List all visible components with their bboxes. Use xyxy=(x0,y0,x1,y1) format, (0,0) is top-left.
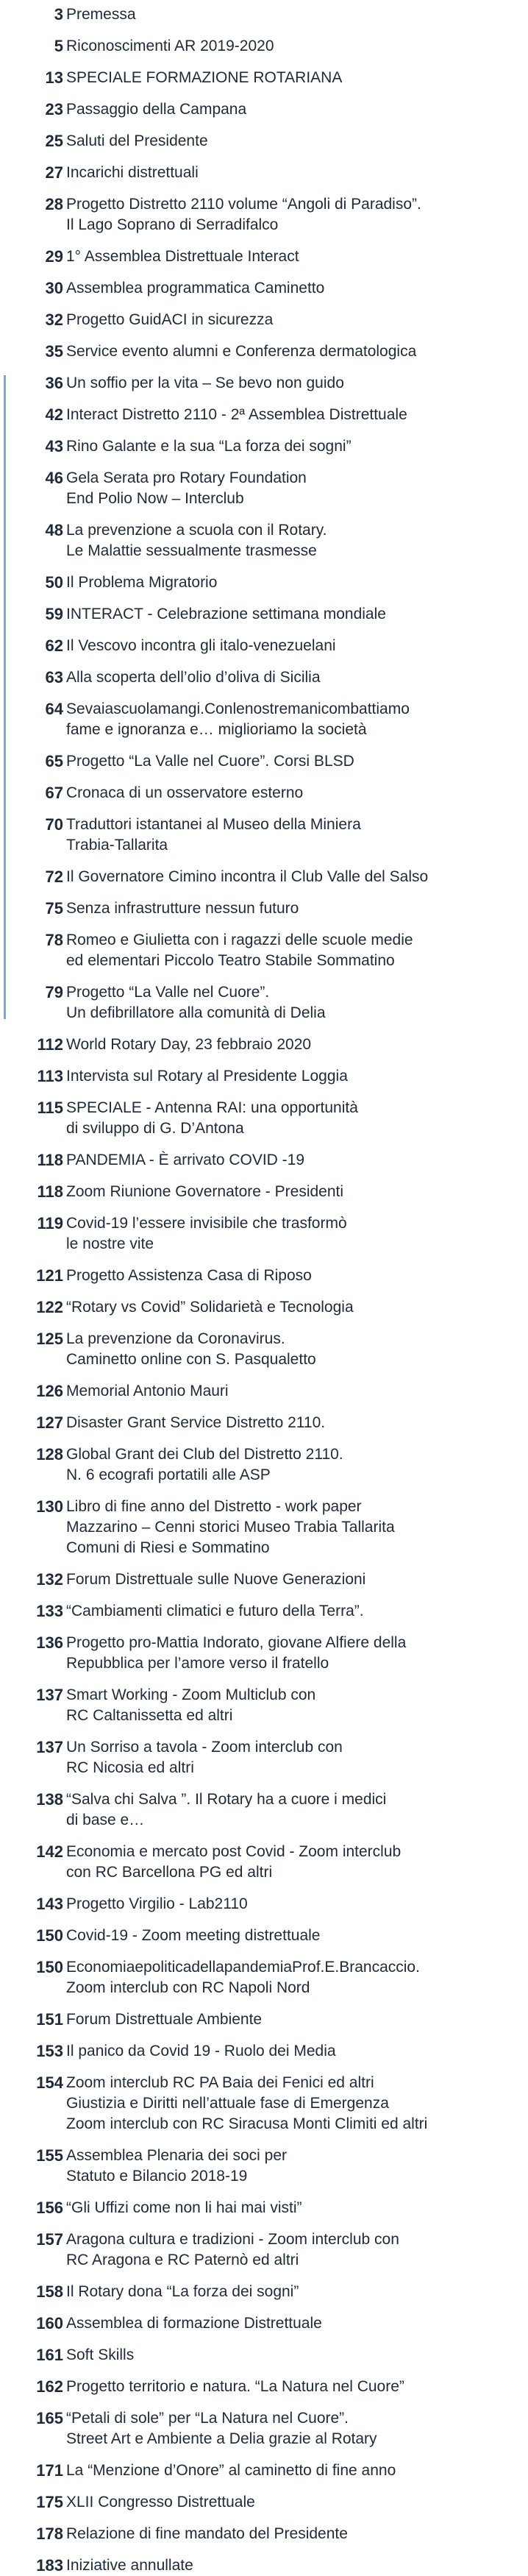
toc-entry-title: XLII Congresso Distrettuale xyxy=(66,2494,255,2511)
toc-entry[interactable] xyxy=(0,2041,528,2062)
toc-entry-title: Il Rotary dona “La forza dei sogni” xyxy=(66,2283,299,2300)
toc-page-number: 161 xyxy=(36,2346,63,2364)
toc-entry[interactable] xyxy=(0,1926,528,1946)
toc-entry-title: Iniziative annullate xyxy=(66,2557,193,2574)
toc-entry[interactable] xyxy=(0,1737,528,1778)
toc-entry[interactable] xyxy=(0,751,528,772)
toc-entry-title: Il Problema Migratorio xyxy=(66,574,218,591)
toc-entry-title: Progetto Virgilio - Lab2110 xyxy=(66,1895,248,1912)
toc-page-number: 35 xyxy=(45,342,63,361)
toc-page-number: 151 xyxy=(36,2010,63,2029)
toc-entry-title: Covid-19 l’essere invisibile che trasformò le nostre vite xyxy=(66,1215,347,1252)
toc-page-number: 162 xyxy=(36,2377,63,2396)
toc-entry[interactable] xyxy=(0,898,528,919)
toc-page-number: 133 xyxy=(36,1602,63,1620)
toc-entry-title: Incarichi distrettuali xyxy=(66,164,199,181)
toc-entry[interactable] xyxy=(0,405,528,425)
toc-page-number: 154 xyxy=(36,2073,63,2092)
toc-entry[interactable] xyxy=(0,2313,528,2334)
toc-entry[interactable] xyxy=(0,194,528,235)
toc-entry-title: Service evento alumni e Conferenza dermatologica xyxy=(66,343,417,360)
toc-entry[interactable] xyxy=(0,1266,528,1286)
toc-page-number: 50 xyxy=(45,573,63,592)
toc-entry[interactable] xyxy=(0,1569,528,1590)
toc-entry-title: Smart Working - Zoom Multiclub con RC Caltanissetta ed altri xyxy=(66,1686,316,1724)
toc-entry-title: Disaster Grant Service Distretto 2110. xyxy=(66,1414,326,1431)
toc-page-number: 59 xyxy=(45,605,63,623)
toc-page-number: 72 xyxy=(45,867,63,886)
toc-page-number: 67 xyxy=(45,784,63,802)
toc-entry[interactable] xyxy=(0,2229,528,2271)
toc-entry-title: Progetto Assistenza Casa di Riposo xyxy=(66,1267,312,1284)
toc-page-number: 142 xyxy=(36,1842,63,1861)
toc-entry-title: La prevenzione a scuola con il Rotary. Le Malattie sessualmente trasmesse xyxy=(66,522,327,559)
toc-page-number: 155 xyxy=(36,2146,63,2165)
toc-entry-title: Gela Serata pro Rotary Foundation End Polio Now – Interclub xyxy=(66,469,307,507)
toc-entry[interactable] xyxy=(0,1150,528,1171)
toc-entry-title: SPECIALE FORMAZIONE ROTARIANA xyxy=(66,69,343,86)
toc-entry-title: Progetto pro-Mattia Indorato, giovane Alfiere della Repubblica per l’amore verso il fratello xyxy=(66,1634,407,1672)
toc-entry-title: La prevenzione da Coronavirus. Caminetto online con S. Pasqualetto xyxy=(66,1330,316,1368)
toc-entry[interactable] xyxy=(0,1213,528,1255)
toc-page-number: 127 xyxy=(36,1413,63,1432)
toc-page-number: 75 xyxy=(45,899,63,918)
toc-entry[interactable] xyxy=(0,520,528,561)
toc-entry[interactable] xyxy=(0,1957,528,1998)
toc-entry-title: Zoom interclub RC PA Baia dei Fenici ed altri Giustizia e Diritti nell’attuale fase di Emergenza Zoom interclub con RC Siracusa Monti Climiti ed altri xyxy=(66,2074,428,2132)
toc-entry[interactable] xyxy=(0,2146,528,2187)
toc-entry-title: INTERACT - Celebrazione settimana mondiale xyxy=(66,606,386,622)
toc-page-number: 136 xyxy=(36,1633,63,1652)
toc-entry-title: Assemblea di formazione Distrettuale xyxy=(66,2315,322,2332)
toc-entry-title: Un soffio per la vita – Se bevo non guido xyxy=(66,375,344,391)
toc-entry-title: Senza infrastrutture nessun futuro xyxy=(66,900,299,917)
toc-page-number: 137 xyxy=(36,1738,63,1756)
toc-page-number: 157 xyxy=(36,2230,63,2249)
toc-entry-title: World Rotary Day, 23 febbraio 2020 xyxy=(66,1036,312,1053)
toc-entry[interactable] xyxy=(0,1601,528,1622)
toc-entry[interactable] xyxy=(0,636,528,656)
toc-entry[interactable] xyxy=(0,36,528,57)
toc-entry-title: Saluti del Presidente xyxy=(66,132,208,149)
toc-entry[interactable] xyxy=(0,278,528,299)
toc-entry[interactable] xyxy=(0,1098,528,1139)
toc-page-number: 178 xyxy=(36,2524,63,2543)
toc-page-number: 62 xyxy=(45,636,63,655)
toc-page-number: 112 xyxy=(37,1035,63,1054)
toc-page-number: 48 xyxy=(45,521,63,539)
toc-entry[interactable] xyxy=(0,1035,528,1055)
toc-entry[interactable] xyxy=(0,163,528,183)
toc-page-number: 119 xyxy=(37,1214,63,1232)
toc-entry[interactable] xyxy=(0,2073,528,2135)
toc-entry[interactable] xyxy=(0,2555,528,2576)
toc-entry-title: Il panico da Covid 19 - Ruolo dei Media xyxy=(66,2043,336,2059)
toc-page-number: 43 xyxy=(45,437,63,455)
toc-entry[interactable] xyxy=(0,468,528,509)
toc-page-number: 138 xyxy=(36,1790,63,1809)
toc-entry[interactable] xyxy=(0,1633,528,1674)
toc-page-number: 64 xyxy=(45,700,63,718)
toc-entry-title: Libro di fine anno del Distretto - work paper Mazzarino – Cenni storici Museo Trabia Tallarita Comuni di Riesi e Sommatino xyxy=(66,1498,395,1556)
toc-page-number: 128 xyxy=(36,1445,63,1463)
toc-page-number: 32 xyxy=(45,311,63,329)
toc-page-number: 132 xyxy=(36,1570,63,1589)
toc-entry[interactable] xyxy=(0,373,528,394)
toc-entry-title: Zoom Riunione Governatore - Presidenti xyxy=(66,1183,344,1200)
toc-entry[interactable] xyxy=(0,1685,528,1726)
toc-entry[interactable] xyxy=(0,572,528,593)
toc-page-number: 63 xyxy=(45,668,63,686)
toc-page-number: 137 xyxy=(36,1686,63,1704)
toc-entry-title: Traduttori istantanei al Museo della Miniera Trabia-Tallarita xyxy=(66,816,361,854)
toc-entry[interactable] xyxy=(0,246,528,267)
toc-entry[interactable] xyxy=(0,815,528,856)
toc-page-number: 158 xyxy=(36,2282,63,2301)
toc-entry[interactable] xyxy=(0,2377,528,2397)
toc-page-number: 29 xyxy=(45,247,63,266)
toc-page-number: 115 xyxy=(37,1099,63,1117)
toc-entry[interactable] xyxy=(0,341,528,362)
toc-page-number: 5 xyxy=(54,37,63,55)
toc-entry[interactable] xyxy=(0,783,528,803)
toc-entry[interactable] xyxy=(0,2009,528,2030)
toc-entry[interactable] xyxy=(0,604,528,625)
toc-entry-title: Alla scoperta dell’olio d’oliva di Sicilia xyxy=(66,669,321,686)
toc-page-number: 27 xyxy=(45,163,63,182)
toc-entry-title: “Petali di sole” per “La Natura nel Cuore”. Street Art e Ambiente a Delia grazie al Rotary xyxy=(66,2410,377,2447)
toc-page-number: 150 xyxy=(36,1926,63,1945)
toc-page-number: 70 xyxy=(45,815,63,834)
toc-entry-title: Il Governatore Cimino incontra il Club Valle del Salso xyxy=(66,868,429,885)
toc-page-number: 113 xyxy=(37,1067,63,1085)
toc-page-number: 126 xyxy=(36,1382,63,1400)
toc-entry-title: Progetto Distretto 2110 volume “Angoli di Paradiso”. Il Lago Soprano di Serradifalco xyxy=(66,196,421,233)
toc-entry[interactable] xyxy=(0,1789,528,1831)
toc-entry-title: Un Sorriso a tavola - Zoom interclub con RC Nicosia ed altri xyxy=(66,1739,343,1776)
toc-entry[interactable] xyxy=(0,1182,528,1202)
toc-entry-title: Soft Skills xyxy=(66,2346,135,2363)
toc-page-number: 3 xyxy=(54,5,63,24)
toc-entry-title: Forum Distrettuale Ambiente xyxy=(66,2011,263,2028)
toc-page-number: 23 xyxy=(45,100,63,118)
toc-entry-title: Global Grant dei Club del Distretto 2110. N. 6 ecografi portatili alle ASP xyxy=(66,1446,343,1483)
toc-entry-title: Progetto “La Valle nel Cuore”. Un defibrillatore alla comunità di Delia xyxy=(66,984,326,1021)
toc-entry[interactable] xyxy=(0,699,528,740)
toc-page-number: 42 xyxy=(45,405,63,424)
toc-entry-title: Rino Galante e la sua “La forza dei sogni” xyxy=(66,438,352,455)
toc-entry[interactable] xyxy=(0,310,528,330)
toc-page-number: 150 xyxy=(36,1958,63,1976)
toc-entry[interactable] xyxy=(0,1413,528,1433)
toc-entry[interactable] xyxy=(0,2198,528,2218)
toc-entry-title: Interact Distretto 2110 - 2ª Assemblea Distrettuale xyxy=(66,406,407,423)
toc-page-number: 153 xyxy=(36,2042,63,2060)
toc-page-number: 175 xyxy=(36,2493,63,2511)
toc-entry[interactable] xyxy=(0,930,528,971)
toc-entry-title: SPECIALE - Antenna RAI: una opportunità di sviluppo di G. D’Antona xyxy=(66,1099,358,1137)
toc-page-number: 28 xyxy=(45,195,63,213)
toc-entry[interactable] xyxy=(0,982,528,1023)
toc-entry[interactable] xyxy=(0,1297,528,1318)
toc-entry[interactable] xyxy=(0,2345,528,2366)
toc-entry[interactable] xyxy=(0,1842,528,1883)
toc-entry[interactable] xyxy=(0,1066,528,1087)
toc-entry-title: “Cambiamenti climatici e futuro della Terra”. xyxy=(66,1603,364,1619)
toc-page-number: 183 xyxy=(36,2556,63,2575)
toc-entry-title: Economia e mercato post Covid - Zoom interclub con RC Barcellona PG ed altri xyxy=(66,1843,402,1881)
toc-page-number: 156 xyxy=(36,2199,63,2217)
toc-entry-title: Intervista sul Rotary al Presidente Loggia xyxy=(66,1068,348,1085)
toc-entry-title: Passaggio della Campana xyxy=(66,101,247,118)
toc-entry[interactable] xyxy=(0,436,528,457)
toc-page-number: 118 xyxy=(37,1182,63,1201)
toc-page-number: 121 xyxy=(36,1266,63,1285)
toc-entry[interactable] xyxy=(0,1497,528,1558)
toc-entry[interactable] xyxy=(0,2408,528,2449)
toc-entry-title: Progetto “La Valle nel Cuore”. Corsi BLSD xyxy=(66,753,354,770)
toc-page-number: 122 xyxy=(36,1298,63,1316)
toc-entry[interactable] xyxy=(0,1329,528,1370)
toc-page-number: 30 xyxy=(45,279,63,297)
toc-entry-title: EconomiaepoliticadellapandemiaProf.E.Brancaccio. Zoom interclub con RC Napoli Nord xyxy=(66,1959,420,1996)
toc-entry[interactable] xyxy=(0,4,528,25)
toc-page-number: 36 xyxy=(45,374,63,392)
toc-page-number: 13 xyxy=(45,68,63,87)
toc-entry[interactable] xyxy=(0,667,528,688)
toc-page-number: 160 xyxy=(36,2314,63,2332)
toc-entry-title: “Gli Uffizi come non li hai mai visti” xyxy=(66,2199,302,2216)
toc-page-number: 25 xyxy=(45,132,63,150)
toc-page-number: 125 xyxy=(36,1330,63,1348)
toc-page-number: 143 xyxy=(36,1895,63,1913)
toc-page-number: 171 xyxy=(36,2461,63,2480)
toc-entry-title: Aragona cultura e tradizioni - Zoom interclub con RC Aragona e RC Paternò ed altri xyxy=(66,2231,399,2268)
toc-page-number: 78 xyxy=(45,931,63,949)
toc-entry-title: “Salva chi Salva ”. Il Rotary ha a cuore i medici di base e… xyxy=(66,1791,387,1828)
toc-entry[interactable] xyxy=(0,1381,528,1402)
toc-entry[interactable] xyxy=(0,1894,528,1915)
toc-entry[interactable] xyxy=(0,1444,528,1486)
toc-page-number: 118 xyxy=(37,1151,63,1169)
toc-entry-title: Covid-19 - Zoom meeting distrettuale xyxy=(66,1927,321,1944)
toc-entry[interactable] xyxy=(0,131,528,152)
toc-entry-title: Forum Distrettuale sulle Nuove Generazioni xyxy=(66,1571,366,1588)
toc-entry-title: Assemblea programmatica Caminetto xyxy=(66,280,325,297)
toc-entry[interactable] xyxy=(0,2492,528,2513)
toc-entry-title: La “Menzione d’Onore” al caminetto di fine anno xyxy=(66,2462,396,2479)
toc-entry-title: Progetto territorio e natura. “La Natura nel Cuore” xyxy=(66,2378,404,2395)
toc-entry-title: PANDEMIA - È arrivato COVID -19 xyxy=(66,1152,305,1168)
toc-entry-title: Relazione di fine mandato del Presidente xyxy=(66,2525,348,2542)
toc-entry-title: “Rotary vs Covid” Solidarietà e Tecnologia xyxy=(66,1299,354,1316)
toc-page-number: 79 xyxy=(45,983,63,1001)
toc-page-number: 130 xyxy=(36,1497,63,1516)
toc-entry-title: Premessa xyxy=(66,6,136,23)
toc-entry-title: Sevaiascuolamangi.Conlenostremanicombattiamo fame e ignoranza e… miglioriamo la società xyxy=(66,700,410,738)
toc-entry-title: Il Vescovo incontra gli italo-venezuelani xyxy=(66,637,336,654)
toc-page-number: 46 xyxy=(45,469,63,487)
toc-entry[interactable] xyxy=(0,2524,528,2544)
toc-entry[interactable] xyxy=(0,68,528,88)
toc-page-number: 165 xyxy=(36,2409,63,2427)
toc-entry-title: 1° Assemblea Distrettuale Interact xyxy=(66,248,299,265)
toc-entry[interactable] xyxy=(0,2460,528,2481)
toc-entry-title: Riconoscimenti AR 2019-2020 xyxy=(66,38,274,54)
toc-entry[interactable] xyxy=(0,2282,528,2302)
toc-entry-title: Progetto GuidACI in sicurezza xyxy=(66,311,274,328)
toc-entry-title: Cronaca di un osservatore esterno xyxy=(66,784,304,801)
toc-entry[interactable] xyxy=(0,99,528,120)
toc-page-number: 65 xyxy=(45,752,63,770)
toc-entry-title: Memorial Antonio Mauri xyxy=(66,1383,229,1399)
toc-entry-title: Assemblea Plenaria dei soci per Statuto e Bilancio 2018-19 xyxy=(66,2147,287,2185)
toc-entry[interactable] xyxy=(0,867,528,887)
toc-entry-title: Romeo e Giulietta con i ragazzi delle scuole medie ed elementari Piccolo Teatro Stabile Sommatino xyxy=(66,932,413,969)
